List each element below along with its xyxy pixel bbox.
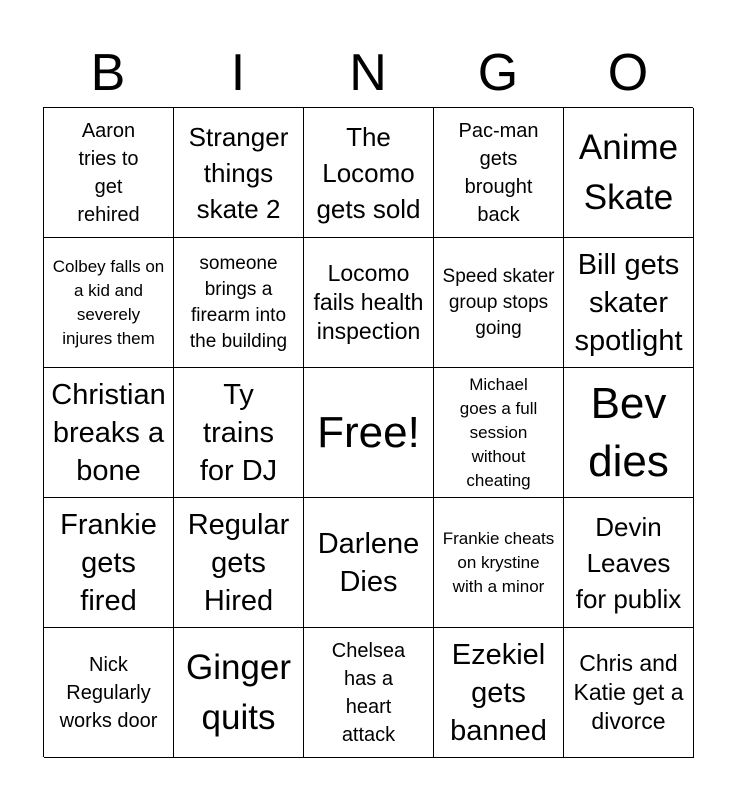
bingo-cell[interactable] bbox=[304, 108, 434, 238]
bingo-cell[interactable] bbox=[564, 498, 694, 628]
cell-text: Speed skater group stops going bbox=[442, 265, 555, 339]
bingo-cell[interactable] bbox=[564, 108, 694, 238]
bingo-cell[interactable] bbox=[174, 628, 304, 758]
bingo-grid bbox=[43, 107, 693, 757]
cell-text: Frankie gets fired bbox=[60, 508, 157, 617]
cell-text: Anime Skate bbox=[578, 127, 679, 217]
bingo-cell[interactable] bbox=[174, 238, 304, 368]
cell-text: Regular gets Hired bbox=[187, 508, 290, 617]
cell-text: Devin Leaves for publix bbox=[575, 511, 682, 614]
cell-text: Ginger quits bbox=[185, 647, 292, 737]
cell-text: Colbey falls on a kid and severely injures them bbox=[52, 256, 165, 348]
cell-text: Stranger things skate 2 bbox=[188, 121, 289, 224]
cell-text: Chelsea has a heart attack bbox=[331, 639, 406, 746]
cell-text: Aaron tries to get rehired bbox=[77, 119, 140, 226]
header-letter-n: N bbox=[349, 44, 387, 102]
cell-text: Bill gets skater spotlight bbox=[574, 248, 683, 357]
bingo-cell[interactable] bbox=[44, 368, 174, 498]
cell-text: Christian breaks a bone bbox=[51, 378, 166, 487]
bingo-cell[interactable] bbox=[44, 498, 174, 628]
cell-text: someone brings a firearm into the building bbox=[189, 252, 288, 352]
bingo-cell[interactable] bbox=[434, 498, 564, 628]
bingo-cell free-cell[interactable] bbox=[304, 368, 434, 498]
cell-text: Ezekiel gets banned bbox=[450, 638, 547, 747]
cell-text: Frankie cheats on krystine with a minor bbox=[442, 528, 555, 596]
bingo-cell[interactable] bbox=[564, 628, 694, 758]
bingo-cell[interactable] bbox=[174, 108, 304, 238]
cell-text: Nick Regularly works door bbox=[59, 653, 158, 732]
bingo-cell[interactable] bbox=[304, 238, 434, 368]
free-space-text: Free! bbox=[317, 407, 420, 457]
bingo-cell[interactable] bbox=[304, 628, 434, 758]
cell-text: Darlene Dies bbox=[317, 527, 420, 598]
bingo-cell[interactable] bbox=[304, 498, 434, 628]
bingo-cell[interactable] bbox=[174, 368, 304, 498]
header-letter-g: G bbox=[477, 44, 519, 102]
cell-text: Ty trains for DJ bbox=[199, 378, 278, 487]
bingo-cell[interactable] bbox=[434, 108, 564, 238]
bingo-cell[interactable] bbox=[564, 238, 694, 368]
bingo-header bbox=[43, 40, 693, 106]
cell-text: Pac-man gets brought back bbox=[458, 119, 539, 226]
cell-text: The Locomo gets sold bbox=[316, 121, 421, 224]
bingo-cell[interactable] bbox=[434, 628, 564, 758]
bingo-cell[interactable] bbox=[434, 238, 564, 368]
header-letter-o: O bbox=[607, 44, 649, 102]
cell-text: Chris and Katie get a divorce bbox=[573, 650, 684, 734]
cell-text: Michael goes a full session without cheating bbox=[459, 374, 538, 490]
header-letter-i: I bbox=[230, 44, 246, 102]
bingo-cell[interactable] bbox=[434, 368, 564, 498]
bingo-cell[interactable] bbox=[44, 238, 174, 368]
bingo-cell[interactable] bbox=[44, 628, 174, 758]
cell-text: Bev dies bbox=[588, 378, 669, 486]
bingo-cell[interactable] bbox=[44, 108, 174, 238]
bingo-cell[interactable] bbox=[564, 368, 694, 498]
cell-text: Locomo fails health inspection bbox=[313, 260, 424, 344]
header-letter-b: B bbox=[90, 44, 126, 102]
bingo-cell[interactable] bbox=[174, 498, 304, 628]
